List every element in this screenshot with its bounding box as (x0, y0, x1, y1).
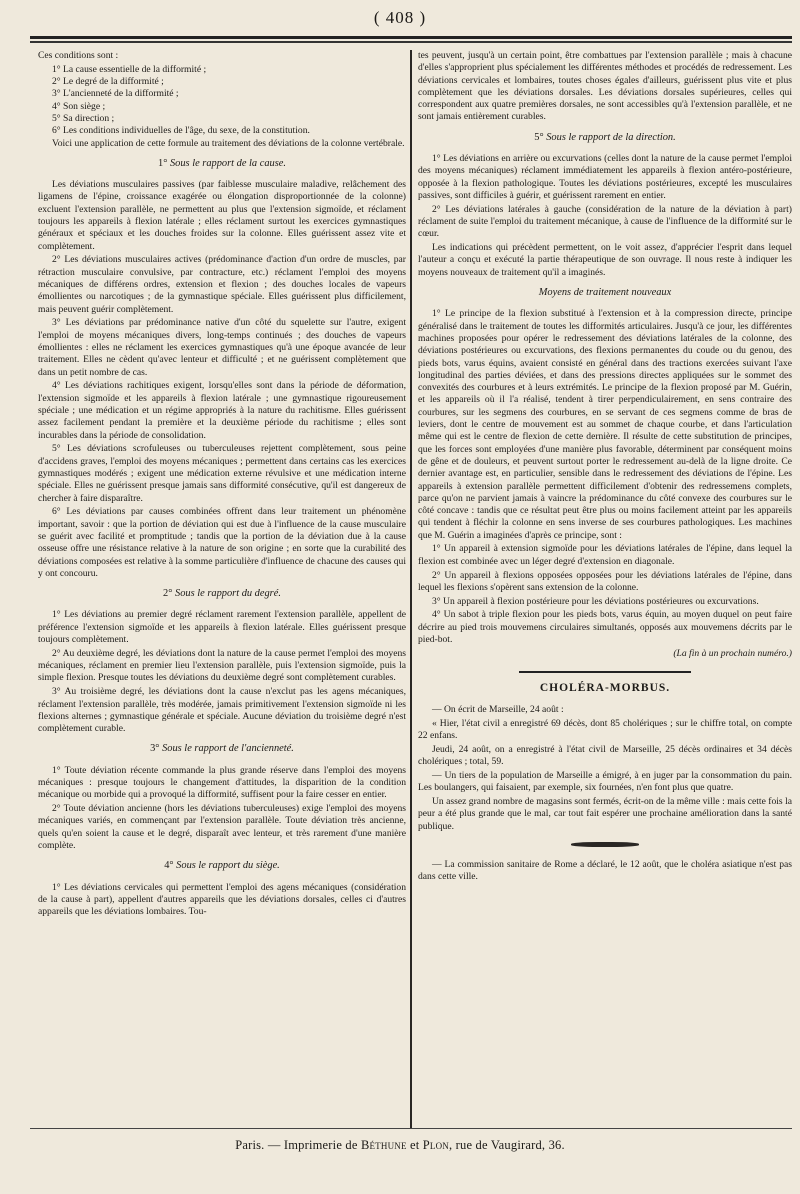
paragraph: 1° Les déviations au premier degré réclament rarement l'extension parallèle, appellent de préférence l'extension sigmoïde et les appareils à flexion latérale. Elles guérissent presque toujours complètement. (38, 609, 406, 646)
paragraph: 5° Les déviations scrofuleuses ou tuberculeuses rejettent complètement, sous peine d'accidens graves, l'emploi des moyens mécaniques ; permettent dans certains cas les exercices gymnastiques modérés ; exigent une médication externe révulsive et une médication interne spéciale. Elles ne guérissent presque jamais sans difformité consécutive, qu'il est dangereux de chercher à faire disparaître. (38, 443, 406, 504)
machine-item: 4° Un sabot à triple flexion pour les pieds bots, varus équin, au moyen duquel on peut faire décrire au pied trois mouvemens circulaires simultanés, opposés aux mouvemens décrits par le pied-bot. (418, 609, 792, 646)
section-heading-direction: 5° Sous le rapport de la direction. (534, 131, 676, 143)
printer-name-1: Béthune (360, 1138, 407, 1152)
right-column (418, 50, 792, 1130)
machine-item: 1° Un appareil à extension sigmoïde pour les déviations latérales de l'épine, dans lequel la flexion est combinée avec un léger degré d'extension en diagonale. (418, 543, 792, 567)
column-divider (410, 50, 412, 1128)
footer-rule (30, 1128, 792, 1129)
paragraph: 2° Toute déviation ancienne (hors les déviations tuberculeuses) exige l'emploi des moyens mécaniques variés, en commençant par l'extension parallèle. Toute déviation très ancienne, quels qu'en soient la cause et le degré, disparaît avec lenteur, et très rarement d'une manière complète. (38, 803, 406, 852)
news-paragraph: — On écrit de Marseille, 24 août : (432, 703, 564, 715)
paragraph: 1° Le principe de la flexion substitué à l'extension et à la compression directe, principe généralisé dans le traitement de toutes les difformités articulaires. Jusqu'à ce jour, les différentes machines proposées pour opérer le redressement des déviations latérales de la colonne, des déviations postérieures ou excurvations, des flexions permanentes du coude ou du genou, des pieds bots, varus équins, avaient consisté en général dans des tractions exercées suivant l'axe longitudinal des parties déviées, et dans des pressions directes appliquées sur le sommet des convexités des courbures et à leurs extrémités. Le principe de la flexion proposé par M. Guérin, et les appareils où il l'a réalisé, tendent à tirer perpendiculairement, en sens contraire des courbures, sur les segmens des courbures, en se servant de ces segmens comme de bras de leviers, dont le centre de mouvement est au sommet de chaque courbe, et dans l'articulation même qui est le centre de flexion de cette dernière. Il résulte de cette substitution de principes, que les forces sont employées d'une manière plus favorable, déterminent par conséquent moins de gêne et de douleurs, et peuvent surtout porter le redressement au-delà de la ligne droite. Ce dernier avantage est, en particulier, sensible dans le redressement des déviations de l'épine. Les appareils à extension parallèle permettent difficilement d'obtenir des redressemens complets, parce qu'on ne parvient jamais à vaincre la prédominance du côté convexe des courbures sur le côté concave : tandis que ce résultat peut être plus ou moins facilement atteint par les appareils qui tendent à fléchir la colonne en sens inverse de ses courbures pathologiques. Les machines que M. Guérin a imaginées d'après ce principe, sont : (418, 308, 792, 541)
printer-imprint: Paris. — Imprimerie de Béthune et Plon, rue de Vaugirard, 36. (235, 1138, 565, 1152)
header-rule (30, 36, 792, 43)
condition-item: 2° Le degré de la difformité ; (52, 76, 164, 88)
section-heading-degre: 2° Sous le rapport du degré. (163, 588, 281, 600)
condition-item: 3° L'ancienneté de la difformité ; (52, 88, 179, 100)
news-paragraph: — Un tiers de la population de Marseille a émigré, à en juger par la consommation du pain. Les boulangers, qui faisaient, par exemple, six fournées, n'en font plus que quatre. (418, 769, 792, 794)
left-column (38, 50, 406, 1120)
paragraph: Les indications qui précèdent permettent, on le voit assez, d'apprécier l'esprit dans lequel l'auteur a conçu et exécuté la partie thérapeutique de son ouvrage. Il nous reste à indiquer les moyens nouveaux de traitement qu'il a imaginés. (418, 242, 792, 278)
ornament-rule (571, 842, 638, 847)
news-paragraph: « Hier, l'état civil a enregistré 69 décès, dont 85 cholériques ; sur le chiffre total, on compte 22 enfans. (418, 717, 792, 742)
application-paragraph: Voici une application de cette formule au traitement des déviations de la colonne vertébrale. (52, 137, 405, 149)
condition-item: 6° Les conditions individuelles de l'âge, du sexe, de la constitution. (52, 125, 310, 137)
paragraph: 1° Les déviations en arrière ou excurvations (celles dont la nature de la cause permet l'emploi des moyens mécaniques) réclament immédiatement les appareils à flexion antéro-postérieure, opposée à la flexion pathologique. Toutes les déviations postérieures, excepté les musculaires passives, sont difficiles à guérir, et guérissent rarement en entier. (418, 153, 792, 201)
section-heading-cause: 1° Sous le rapport de la cause. (158, 157, 286, 169)
paragraph: 1° Les déviations cervicales qui permettent l'emploi des agens mécaniques (considération de la cause à part), appellent d'autres appareils que les déviations dorsales, celles ci d'autres appareils que les déviations lombaires. Tou- (38, 881, 406, 918)
paragraph: tes peuvent, jusqu'à un certain point, être combattues par l'extension parallèle ; mais à chacune d'elles s'approprient plus spécialement les différentes méthodes et procédés de redressement. Les déviations cervicales et lombaires, toutes choses égales d'ailleurs, guérissent plus vite et plus complètement que les déviations dorsales. Les déviations dorsales supérieures, celles qui correspondent aux quatre premières dorsales, ne sont accessibles qu'à l'extension parallèle, et ne sont jamais entièrement curables. (418, 50, 792, 123)
section-rule (519, 671, 691, 673)
continuation-note: (La fin à un prochain numéro.) (673, 648, 792, 660)
paragraph: Les déviations musculaires passives (par faiblesse musculaire maladive, relâchement des ligamens de l'épine, croissance exagérée ou élongation disproportionnée de la colonne) excluent l'extension parallèle, ne permettent au plus que l'extension sigmoïde, et réclament toujours les appareils à flexion latérale ; elles réclament surtout les exercices gymnastiques généraux et spéciaux et les douches froides sur la colonne. Elles guérissent assez vite et complètement. (38, 179, 406, 252)
paragraph: 1° Toute déviation récente commande la plus grande réserve dans l'emploi des moyens mécaniques : presque toujours le changement d'attitudes, la disparition de la condition mécanique ou morbide qui a provoqué la difformité, suffisent pour la faire cesser en entier. (38, 764, 406, 801)
conditions-intro: Ces conditions sont : (38, 50, 119, 61)
paragraph: 6° Les déviations par causes combinées offrent dans leur traitement un phénomène important, savoir : que la portion de déviation qui est due à l'influence de la cause musculaire se guérit avec facilité et promptitude ; tandis que la portion de la déviation due à la cause osseuse offre une résistance relative à la nature de son origine ; en sorte que la curabilité des déviations composées est relative à la somme particulière d'influence de chacune des causes qui y ont concouru. (38, 506, 406, 579)
paragraph: 2° Les déviations musculaires actives (prédominance d'action d'un ordre de muscles, par rétraction musculaire convulsive, par contracture, etc.) réclament l'emploi des moyens mécaniques de différens ordres, extension et flexion ; des douches locales de vapeurs émollientes ou narcotiques ; de la gymnastique spéciale. Elles guérissent plus difficilement, mais peuvent guérir complètement. (38, 254, 406, 315)
section-heading-anciennete: 3° Sous le rapport de l'ancienneté. (150, 743, 294, 755)
cholera-heading: CHOLÉRA-MORBUS. (539, 681, 671, 694)
paragraph: 3° Les déviations par prédominance native d'un côté du squelette sur l'autre, exigent l'emploi de moyens mécaniques divers, long-temps continués ; des douches de vapeurs émollientes : elles ne réclament les exercices gymnastiques qu'à une époque avancée de leur traitement. Elles ne cèdent qu'avec lenteur et difficulté ; et ne guérissent complètement que dans un petit nombre de cas. (38, 317, 406, 378)
page-number: ( 408 ) (373, 8, 427, 27)
paragraph: 3° Au troisième degré, les déviations dont la cause n'exclut pas les agens mécaniques, réclament l'extension parallèle, très modérée, jamais primitivement l'extension sigmoïde ni les flexions alternes ; gymnastique générale et spéciale. Aucune déviation du troisième degré n'est complètement curable. (38, 686, 406, 735)
condition-item: 5° Sa direction ; (52, 112, 115, 124)
news-paragraph: Jeudi, 24 août, on a enregistré à l'état civil de Marseille, 25 décès ordinaires et 34 décès cholériques ; total, 59. (418, 743, 792, 768)
section-heading-siege: 4° Sous le rapport du siège. (164, 860, 280, 872)
paragraph: 2° Au deuxième degré, les déviations dont la nature de la cause permet l'emploi des moyens mécaniques, réclament en premier lieu l'extension parallèle, puis l'extension sigmoïde, puis la simple flexion. Presque toutes les déviations du deuxième degré sont complètement curables. (38, 647, 406, 684)
machine-item: 2° Un appareil à flexions opposées opposées pour les déviations latérales de l'épine, dans lequel les flexions s'opèrent sans extension de la colonne. (418, 569, 792, 593)
paragraph: 2° Les déviations latérales à gauche (considération de la nature de la déviation à part) réclament de suite l'emploi du traitement mécanique, à cause de l'influence de la difformité sur le cœur. (418, 203, 792, 240)
news-paragraph: — La commission sanitaire de Rome a déclaré, le 12 août, que le choléra asiatique n'est pas dans cette ville. (418, 858, 792, 883)
condition-item: 1° La cause essentielle de la difformité ; (52, 63, 207, 75)
section-heading-moyens: Moyens de traitement nouveaux (538, 287, 672, 299)
paragraph: 4° Les déviations rachitiques exigent, lorsqu'elles sont dans la période de déformation, l'extension sigmoïde et les appareils à flexion latérale ; une gymnastique rigoureusement spéciale ; une médication et un régime appropriés à la nature du rachitisme. Elles guérissent assez facilement pendant la première et la deuxième période du rachitisme ; elles sont incurables dans la période de consolidation. (38, 380, 406, 441)
machine-item: 3° Un appareil à flexion postérieure pour les déviations postérieures ou excurvations. (432, 595, 759, 607)
condition-item: 4° Son siège ; (52, 100, 106, 112)
news-paragraph: Un assez grand nombre de magasins sont fermés, écrit-on de la même ville : mais cette fois la peur a été plus grande que le mal, car tout fait espérer une prochaine amélioration dans la santé publique. (418, 796, 792, 832)
printer-name-2: Plon (422, 1138, 449, 1152)
